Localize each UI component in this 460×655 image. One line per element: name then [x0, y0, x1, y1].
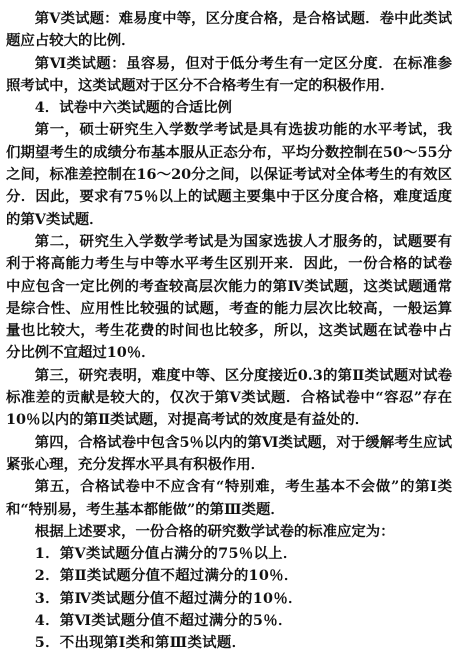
section-heading: 4．试卷中六类试题的合适比例 — [34, 99, 232, 117]
paragraph-type-5: 第Ⅴ类试题：难易度中等，区分度合格，是合格试题．卷中此类试题应占较大的比例． — [6, 10, 452, 50]
point-second: 第二，研究生入学数学考试是为国家选拔人才服务的，试题要有利于将高能力考生与中等水平考生区别开来．因此，一份合格的试卷中应包含一定比例的考查较高层次能力的第Ⅳ类试题，这类试题通常是综合性、应用性比较强的试题，考查的能力层次比较高，一般运算量也比较大，考生花费的时间也比较多，所以，这类试题在试卷中占分比例不宜超过10％． — [6, 232, 452, 362]
standard-item-2: 2．第Ⅱ类试题分值不超过满分的10％． — [34, 567, 299, 585]
point-third: 第三，研究表明，难度中等、区分度接近0.3的第Ⅱ类试题对试卷标准差的贡献是较大的，仅次于第Ⅴ类试题．合格试卷中“容忍”存在10％以内的第Ⅱ类试题，对提高考试的效度是有益处的． — [6, 366, 452, 429]
standards-list — [6, 543, 452, 654]
summary-intro: 根据上述要求，一份合格的研究数学试卷的标准应定为： — [34, 522, 395, 540]
point-fifth: 第五，合格试卷中不应含有“特别难，考生基本不会做”的第Ⅰ类和“特别易，考生基本都能做”的第Ⅲ类题． — [6, 478, 452, 518]
paragraph-type-6: 第Ⅵ类试题：虽容易，但对于低分考生有一定区分度．在标准参照考试中，这类试题对于区分不合格考生有一定的积极作用． — [6, 54, 452, 94]
standard-item-4: 4．第Ⅵ类试题分值不超过满分的5％． — [34, 612, 293, 630]
standard-item-1: 1．第Ⅴ类试题分值占满分的75％以上． — [34, 545, 298, 563]
standard-item-5: 5．不出现第Ⅰ类和第Ⅲ类试题． — [34, 634, 247, 652]
point-fourth: 第四，合格试卷中包含5％以内的第Ⅵ类试题，对于缓解考生应试紧张心理，充分发挥水平具有积极作用． — [6, 433, 452, 473]
point-first: 第一，硕士研究生入学数学考试是具有选拔功能的水平考试，我们期望考生的成绩分布基本服从正态分布，平均分数控制在50～55分之间，标准差控制在16～20分之间，以保证考试对全体考生的有效区分．因此，要求有75％以上的试题主要集中于区分度合格，难度适度的第Ⅴ类试题． — [6, 121, 452, 228]
standard-item-3: 3．第Ⅳ类试题分值不超过满分的10％． — [34, 589, 303, 607]
